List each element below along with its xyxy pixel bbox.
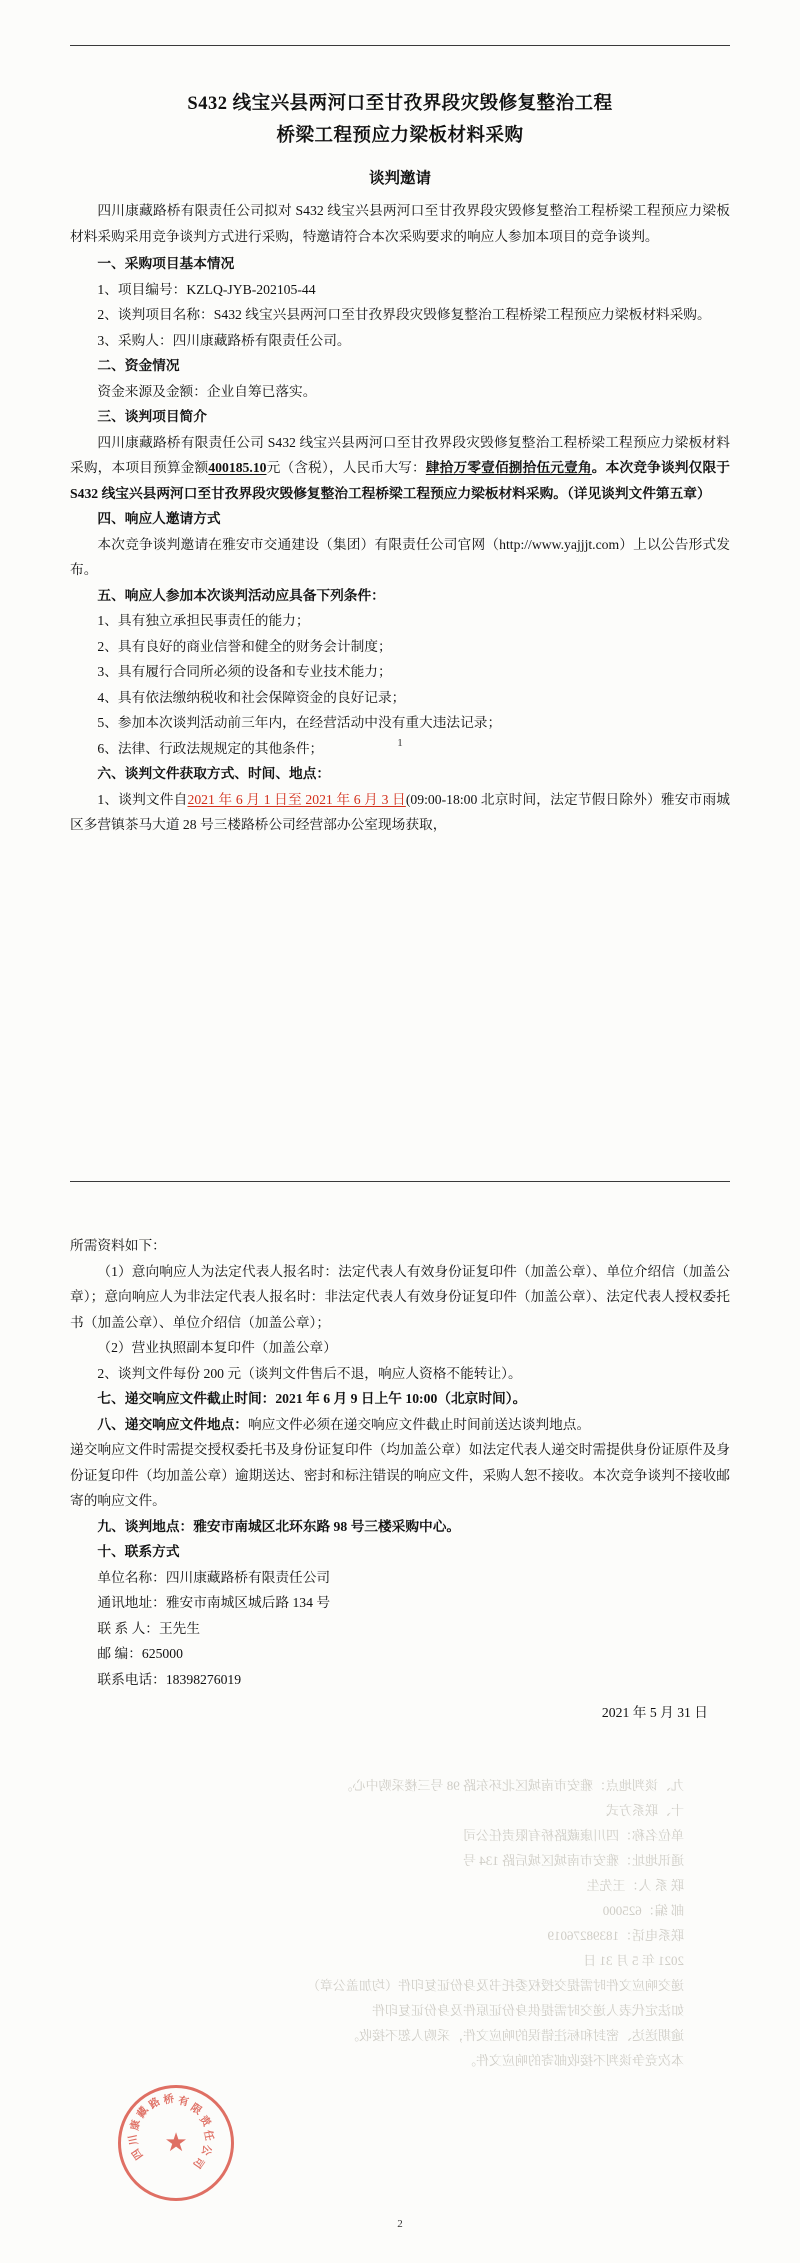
section-5-item-3: 3、具有履行合同所必须的设备和专业技术能力；	[97, 664, 392, 679]
header-rule	[70, 45, 730, 46]
section-1-item-3: 3、采购人：四川康藏路桥有限责任公司。	[97, 332, 351, 348]
section-8-body: 响应文件必须在递交响应文件截止时间前送达谈判地点。	[247, 1416, 591, 1432]
contact-line-2: 通讯地址：雅安市南城区城后路 134 号	[97, 1595, 331, 1610]
contact-line-4: 邮 编：625000	[97, 1646, 183, 1661]
page2-item-2: （2）营业执照副本复印件（加盖公章）	[97, 1340, 337, 1355]
seal-char: 有	[177, 2095, 190, 2109]
contact-line-1: 单位名称：四川康藏路桥有限责任公司	[97, 1569, 331, 1585]
company-seal-stamp	[118, 2085, 234, 2201]
section-3-text-2: 元（含税），人民币大写：	[266, 460, 426, 475]
seal-text	[121, 2088, 231, 2198]
document-page-2	[0, 1133, 800, 2263]
section-8-continued: 递交响应文件时需提交授权委托书及身份证复印件（均加盖公章）如法定代表人递交时需提供身份证原件及身份证复印件（均加盖公章）逾期送达、密封和标注错误的响应文件，采购人恕不接收。本次竞争谈判不接收邮寄的响应文件。	[70, 1442, 730, 1508]
section-6-item-1	[70, 787, 730, 838]
seal-char: 任	[201, 2129, 215, 2142]
page2-fee: 2、谈判文件每份 200 元（谈判文件售后不退，响应人资格不能转让）。	[97, 1365, 522, 1381]
section-2-item-1: 资金来源及金额：企业自筹已落实。	[97, 383, 317, 399]
section-1-item-2: 2、谈判项目名称：S432 线宝兴县两河口至甘孜界段灾毁修复整治工程桥梁工程预应力梁板材料采购。	[97, 307, 711, 322]
page2-lead: 所需资料如下：	[70, 1238, 166, 1253]
section-3-body	[70, 430, 730, 507]
page-number-1: 1	[397, 737, 403, 749]
section-5-item-1: 1、具有独立承担民事责任的能力；	[97, 613, 310, 628]
section-5-item-5: 5、参加本次谈判活动前三年内，在经营活动中没有重大违法记录；	[97, 715, 502, 730]
budget-amount-chinese: 肆拾万零壹佰捌拾伍元壹角	[425, 460, 592, 475]
section-heading-10: 十、联系方式	[97, 1544, 180, 1559]
section-heading-5: 五、响应人参加本次谈判活动应具备下列条件：	[97, 587, 385, 603]
header-rule-2	[70, 1181, 730, 1182]
seal-star-icon: ★	[164, 2128, 188, 2157]
seal-char: 桥	[162, 2093, 176, 2107]
seal-char: 路	[147, 2096, 163, 2112]
budget-amount: 400185.10	[208, 460, 267, 475]
section-4-body: 本次竞争谈判邀请在雅安市交通建设（集团）有限责任公司官网（http://www.yajjjt.com）上以公告形式发布。	[70, 536, 730, 577]
section-heading-7: 七、递交响应文件截止时间：2021 年 6 月 9 日上午 10:00（北京时间）。	[97, 1391, 527, 1406]
page-number-2: 2	[397, 2218, 403, 2230]
seal-char: 公	[199, 2143, 213, 2157]
title-line-2: 桥梁工程预应力梁板材料采购	[276, 126, 524, 146]
section-heading-2: 二、资金情况	[97, 358, 180, 373]
doc-get-prefix: 1、谈判文件自	[97, 791, 188, 807]
seal-char: 限	[188, 2102, 204, 2118]
seal-char: 川	[127, 2133, 141, 2146]
seal-char: 藏	[135, 2105, 151, 2121]
doc-get-date: 2021 年 6 月 1 日至 2021 年 6 月 3 日	[187, 791, 406, 807]
section-heading-3: 三、谈判项目简介	[97, 409, 207, 424]
section-heading-6: 六、谈判文件获取方式、时间、地点：	[97, 766, 331, 781]
bleed-through-text: 九、谈判地点：雅安市南城区北环东路 98 号三楼采购中心。 十、联系方式 单位名称：四川康藏路桥有限责任公司 通讯地址：雅安市南城区城后路 134 号 联 系 人：王先生 邮 编：625000 联系电话：18398276019 2021 年 5 月 31 日 递交响应文件时需提交授权委托书及身份证复印件（均加盖公章） 如法定代表人递交时需提供身份证原件及身份证复印件 逾期送达、密封和标注错误的响应文件，采购人恕不接收。 本次竞争谈判不接收邮寄的响应文件。	[306, 1778, 684, 2068]
seal-char: 责	[196, 2114, 212, 2129]
title-line-1: S432 线宝兴县两河口至甘孜界段灾毁修复整治工程	[187, 94, 613, 114]
section-8-head: 八、递交响应文件地点：	[97, 1416, 248, 1432]
page2-item-1: （1）意向响应人为法定代表人报名时：法定代表人有效身份证复印件（加盖公章）、单位介绍信（加盖公章）；意向响应人为非法定代表人报名时：非法定代表人有效身份证复印件（加盖公章）、法定代表人授权委托书（加盖公章）、单位介绍信（加盖公章）；	[70, 1263, 730, 1330]
seal-char: 四	[130, 2146, 146, 2162]
document-date: 2021 年 5 月 31 日	[601, 1705, 708, 1720]
page-title	[70, 88, 730, 152]
section-3-text-1: 四川康藏路桥有限责任公司 S432 线宝兴县两河口至甘孜界段灾毁修复整治工程桥梁工程预应力梁板材料采购，本项目预算金额	[70, 434, 730, 475]
intro-paragraph: 四川康藏路桥有限责任公司拟对 S432 线宝兴县两河口至甘孜界段灾毁修复整治工程桥梁工程预应力梁板材料采购采用竞争谈判方式进行采购，特邀请符合本次采购要求的响应人参加本项目的竞争谈判。	[70, 203, 730, 244]
section-heading-9: 九、谈判地点：雅安市南城区北环东路 98 号三楼采购中心。	[97, 1518, 461, 1534]
document-subtitle: 谈判邀请	[368, 170, 431, 187]
section-5-item-2: 2、具有良好的商业信誉和健全的财务会计制度；	[97, 638, 392, 654]
section-heading-1: 一、采购项目基本情况	[97, 256, 235, 271]
doc-get-suffix: (09:00-18:00 北京时间，法定节假日除外）雅安市雨城区多营镇茶马大道 28 号三楼路桥公司经营部办公室现场获取，	[70, 791, 730, 832]
section-heading-8	[70, 1412, 730, 1438]
section-3-text-3: 。本次竞争谈判仅限于 S432 线宝兴县两河口至甘孜界段灾毁修复整治工程桥梁工程预应力梁板材料采购。（详见谈判文件第五章）	[70, 460, 730, 501]
seal-char: 康	[129, 2119, 143, 2132]
section-5-item-6: 6、法律、行政法规规定的其他条件；	[97, 740, 324, 756]
contact-line-3: 联 系 人：王先生	[97, 1620, 201, 1636]
contact-line-5: 联系电话：18398276019	[97, 1671, 242, 1687]
section-1-item-1: 1、项目编号：KZLQ-JYB-202105-44	[97, 281, 316, 297]
section-5-item-4: 4、具有依法缴纳税收和社会保障资金的良好记录；	[97, 689, 406, 705]
section-heading-4: 四、响应人邀请方式	[97, 511, 221, 526]
seal-char: 司	[190, 2154, 206, 2170]
